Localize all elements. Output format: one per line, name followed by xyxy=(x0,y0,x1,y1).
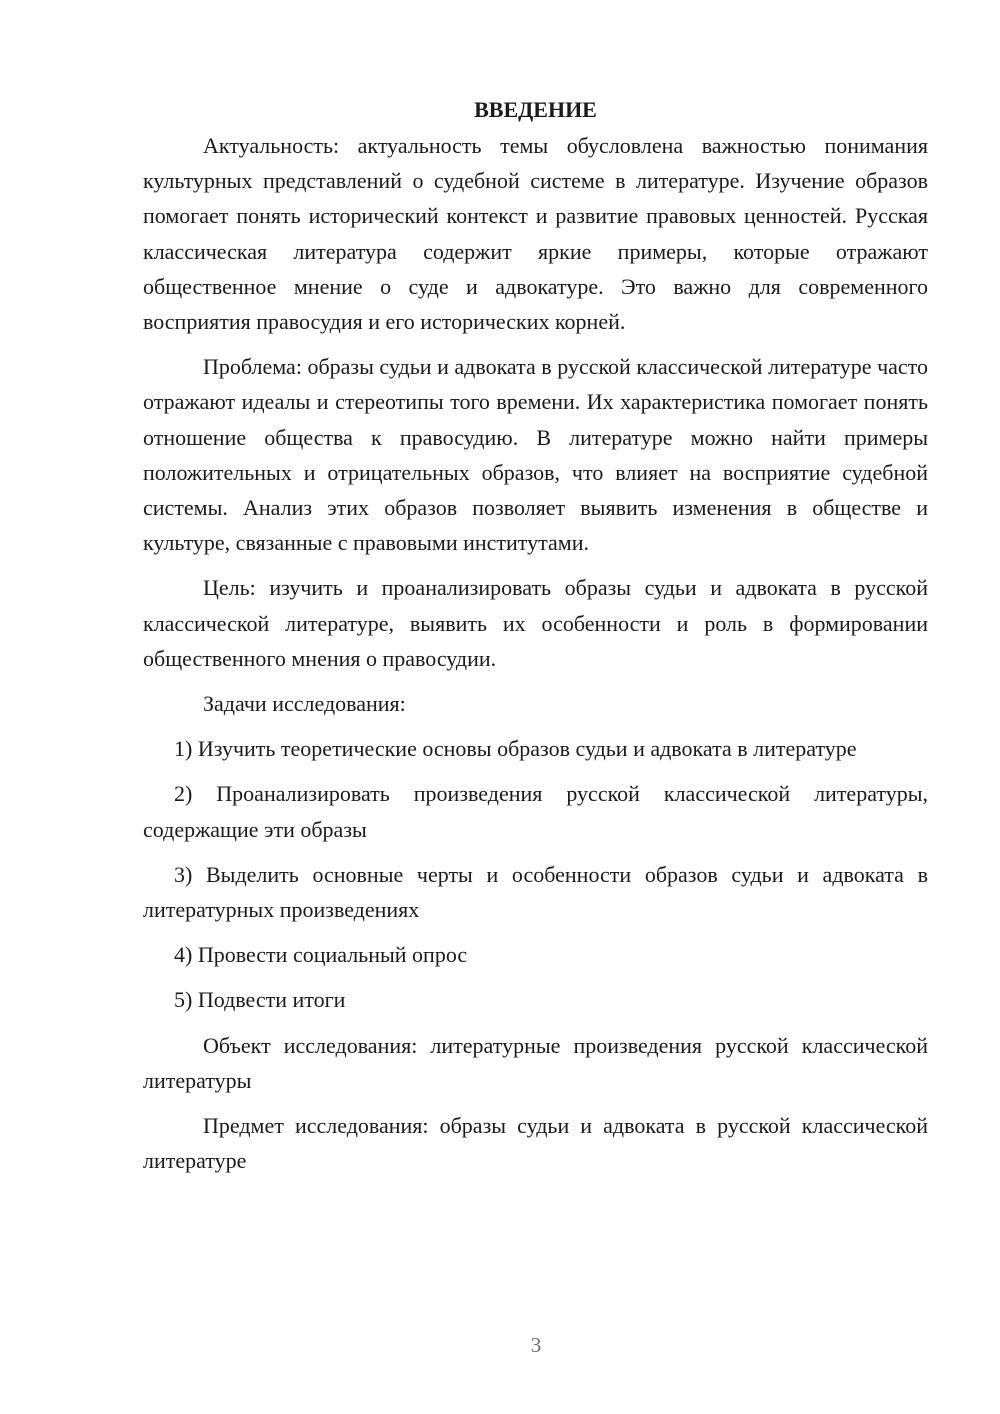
tasks-list xyxy=(143,731,928,1017)
page-title: ВВЕДЕНИЕ xyxy=(474,97,597,122)
list-item-task-1: 1) Изучить теоретические основы образов судьи и адвоката в литературе xyxy=(174,736,857,762)
paragraph-object: Объект исследования: литературные произведения русской классической литературы xyxy=(143,1032,928,1093)
paragraph-goal: Цель: изучить и проанализировать образы судьи и адвоката в русской классической литературе, выявить их особенности и роль в формировании общественного мнения о правосудии. xyxy=(143,575,928,671)
list-item-task-4: 4) Провести социальный опрос xyxy=(174,942,468,968)
list-item-task-2: 2) Проанализировать произведения русской классической литературы, содержащие эти образы xyxy=(143,781,928,842)
list-item-task-3: 3) Выделить основные черты и особенности образов судьи и адвоката в литературных произведениях xyxy=(143,861,928,923)
document-page xyxy=(143,92,928,1178)
list-item-task-5: 5) Подвести итоги xyxy=(174,987,346,1013)
page-number: 3 xyxy=(530,1333,542,1357)
paragraph-problem: Проблема: образы судьи и адвоката в русской классической литературе часто отражают идеалы и стереотипы того времени. Их характеристика помогает понять отношение общества к правосудию. В литературе можно найти примеры положительных и отрицательных образов, что влияет на восприятие судебной системы. Анализ этих образов позволяет выявить изменения в обществе и культуре, связанные с правовыми институтами. xyxy=(143,354,928,556)
paragraph-relevance: Актуальность: актуальность темы обусловлена важностью понимания культурных представлений о судебной системе в литературе. Изучение образов помогает понять исторический контекст и развитие правовых ценностей. Русская классическая литература содержит яркие примеры, которые отражают общественное мнение о суде и адвокатуре. Это важно для современного восприятия правосудия и его исторических корней. xyxy=(143,133,928,335)
paragraph-subject: Предмет исследования: образы судьи и адвоката в русской классической литературе xyxy=(143,1113,928,1174)
tasks-heading: Задачи исследования: xyxy=(203,691,406,717)
